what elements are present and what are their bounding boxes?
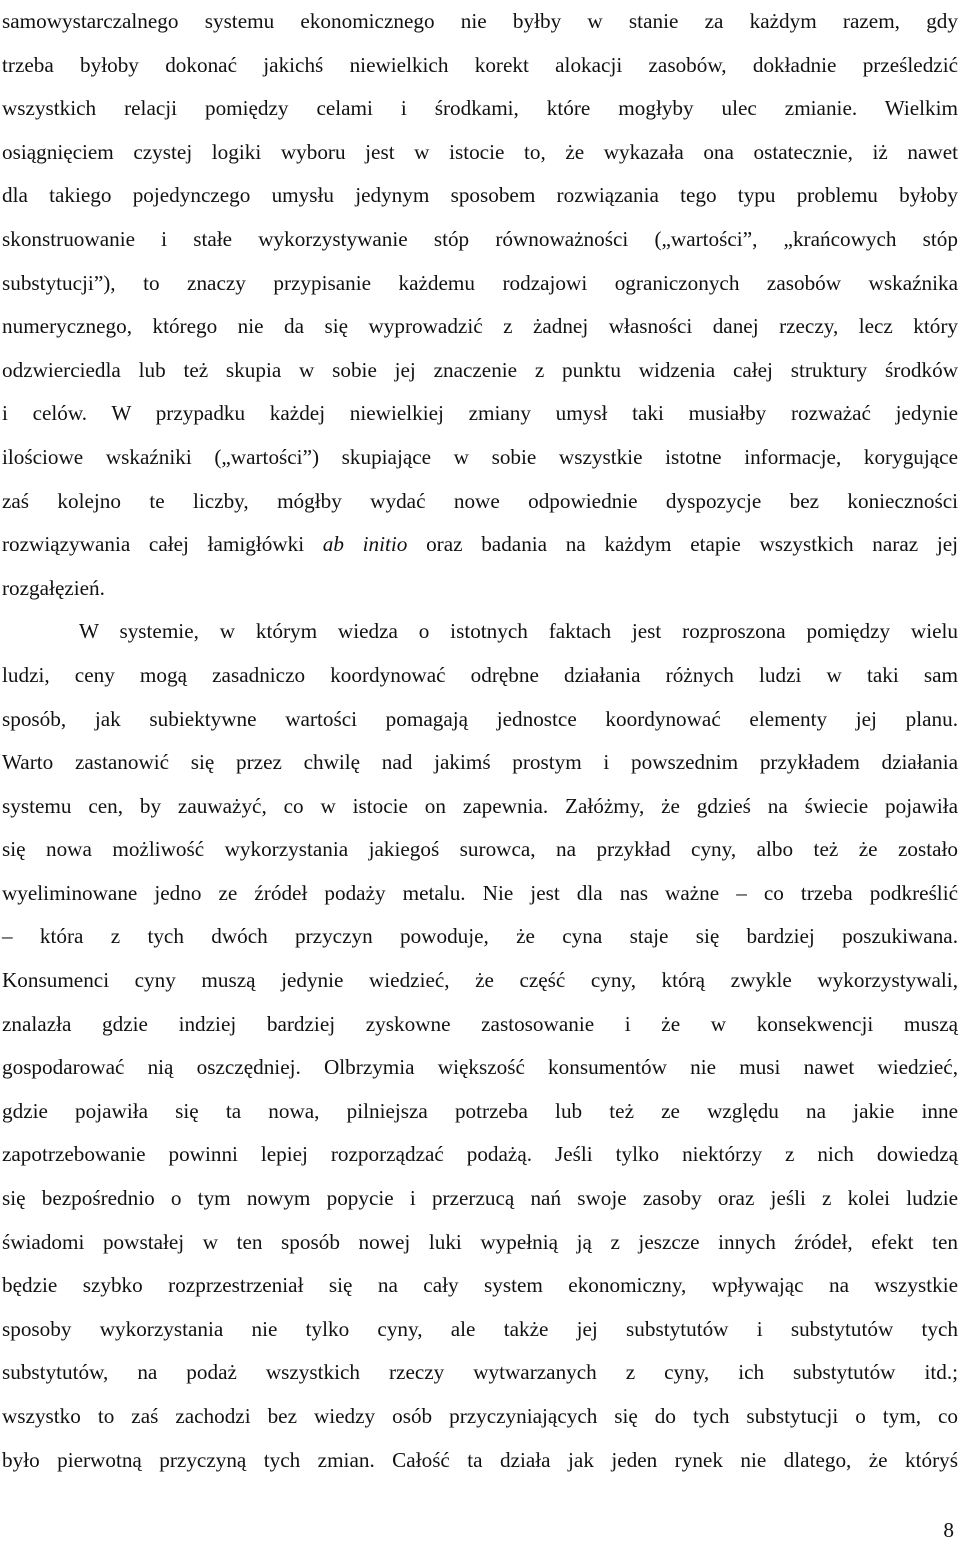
text-line: Konsumenci cyny muszą jedynie wiedzieć, że część cyny, którą zwykle wykorzystywali, — [2, 968, 958, 993]
indented-line-text: W systemie, w którym wiedza o istotnych faktach jest rozproszona pomiędzy wielu — [79, 619, 958, 644]
text-line: było pierwotną przyczyną tych zmian. Całość ta działa jak jeden rynek nie dlatego, że któryś — [2, 1447, 958, 1472]
text-line: wyeliminowane jedno ze źródeł podaży metalu. Nie jest dla nas ważne – co trzeba podkreślić — [2, 880, 958, 905]
text-line: i celów. W przypadku każdej niewielkiej zmiany umysł taki musiałby rozważać jedynie — [2, 401, 958, 426]
text-line: wszystkich relacji pomiędzy celami i środkami, które mogłyby ulec zmianie. Wielkim — [2, 96, 958, 121]
paragraph-first-line — [2, 610, 958, 654]
text-line: znalazła gdzie indziej bardziej zyskowne zastosowanie i że w konsekwencji muszą — [2, 1011, 958, 1036]
text-line: sposoby wykorzystania nie tylko cyny, ale także jej substytutów i substytutów tych — [2, 1316, 958, 1341]
text-line-with-italic — [2, 523, 958, 567]
text-line: dla takiego pojedynczego umysłu jedynym sposobem rozwiązania tego typu problemu byłoby — [2, 183, 958, 208]
text-line: zaś kolejno te liczby, mógłby wydać nowe odpowiednie dyspozycje bez konieczności — [2, 488, 958, 513]
body-text — [2, 0, 958, 1482]
text-line: się nowa możliwość wykorzystania jakiegoś surowca, na przykład cyny, albo też że zostało — [2, 837, 958, 862]
line-text-before: rozwiązywania całej łamigłówki — [2, 532, 323, 557]
italic-phrase: ab initio — [322, 532, 408, 557]
text-line: odzwierciedla lub też skupia w sobie jej znaczenie z punktu widzenia całej struktury środków — [2, 357, 958, 382]
text-line: osiągnięciem czystej logiki wyboru jest w istocie to, że wykazała ona ostatecznie, iż nawet — [2, 139, 958, 164]
page-number: 8 — [943, 1518, 954, 1542]
text-line: ludzi, ceny mogą zasadniczo koordynować odrębne działania różnych ludzi w taki sam — [2, 662, 958, 687]
text-line: będzie szybko rozprzestrzeniał się na cały system ekonomiczny, wpływając na wszystkie — [2, 1273, 958, 1298]
text-line: gospodarować nią oszczędniej. Olbrzymia większość konsumentów nie musi nawet wiedzieć, — [2, 1055, 958, 1080]
text-line: numerycznego, którego nie da się wyprowadzić z żadnej własności danej rzeczy, lecz który — [2, 314, 958, 339]
text-line: systemu cen, by zauważyć, co w istocie on zapewnia. Załóżmy, że gdzieś na świecie pojawiła — [2, 793, 958, 818]
line-text-after: oraz badania na każdym etapie wszystkich naraz jej — [407, 532, 959, 557]
text-line: ilościowe wskaźniki („wartości”) skupiające w sobie wszystkie istotne informacje, korygujące — [2, 444, 958, 469]
text-line: substytutów, na podaż wszystkich rzeczy wytwarzanych z cyny, ich substytutów itd.; — [2, 1360, 958, 1385]
text-line: skonstruowanie i stałe wykorzystywanie stóp równoważności („wartości”, „krańcowych stóp — [2, 226, 958, 251]
text-line: – która z tych dwóch przyczyn powoduje, że cyna staje się bardziej poszukiwana. — [2, 924, 958, 949]
text-line: samowystarczalnego systemu ekonomicznego nie byłby w stanie za każdym razem, gdy — [2, 9, 958, 33]
paragraph-end-line: rozgałęzień. — [2, 575, 105, 600]
text-line: trzeba byłoby dokonać jakichś niewielkich korekt alokacji zasobów, dokładnie prześledzić — [2, 52, 958, 77]
text-line: sposób, jak subiektywne wartości pomagają jednostce koordynować elementy jej planu. — [2, 706, 958, 731]
text-line: Warto zastanowić się przez chwilę nad jakimś prostym i powszednim przykładem działania — [2, 750, 958, 775]
text-line: gdzie pojawiła się ta nowa, pilniejsza potrzeba lub też ze względu na jakie inne — [2, 1098, 958, 1123]
text-line: się bezpośrednio o tym nowym popycie i przerzucą nań swoje zasoby oraz jeśli z kolei ludzie — [2, 1186, 958, 1211]
text-line: świadomi powstałej w ten sposób nowej luki wypełnią ją z jeszcze innych źródeł, efekt ten — [2, 1229, 958, 1254]
text-line: wszystko to zaś zachodzi bez wiedzy osób przyczyniających się do tych substytucji o tym, co — [2, 1404, 958, 1428]
text-line: substytucji”), to znaczy przypisanie każdemu rodzajowi ograniczonych zasobów wskaźnika — [2, 270, 958, 295]
text-line: zapotrzebowanie powinni lepiej rozporządzać podażą. Jeśli tylko niektórzy z nich dowiedzą — [2, 1142, 958, 1167]
